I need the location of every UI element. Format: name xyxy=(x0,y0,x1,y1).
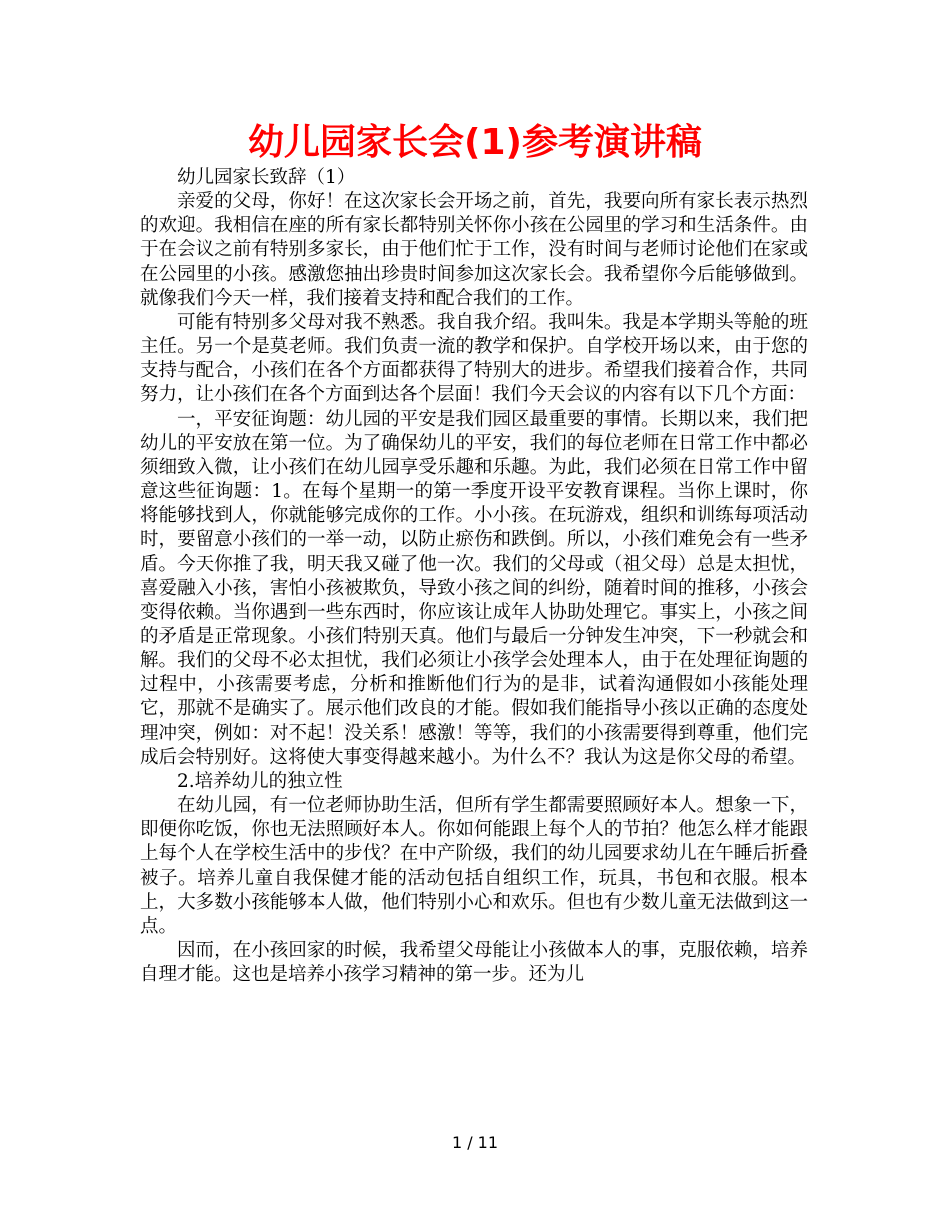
paragraph-greeting: 亲爱的父母，你好！在这次家长会开场之前，首先，我要向所有家长表示热烈的欢迎。我相信在座的所有家长都特别关怀你小孩在公园里的学习和生活条件。由于在会议之前有特别多家长，由于他们忙于工作，没有时间与老师讨论他们在家或在公园里的小孩。感激您抽出珍贵时间参加这次家长会。我希望你今后能够做到。就像我们今天一样，我们接着支持和配合我们的工作。 xyxy=(140,191,808,309)
page-indicator: 1 / 11 xyxy=(451,1133,499,1152)
paragraph-safety: 一，平安征询题：幼儿园的平安是我们园区最重要的事情。长期以来，我们把幼儿的平安放在第一位。为了确保幼儿的平安，我们的每位老师在日常工作中都必须细致入微，让小孩们在幼儿园享受乐趣和乐趣。为此，我们必须在日常工作中留意这些征询题：1。在每个星期一的第一季度开设平安教育课程。当你上课时，你将能够找到人，你就能够完成你的工作。小小孩。在玩游戏，组织和训练每项活动时，要留意小孩们的一举一动，以防止瘀伤和跌倒。所以，小孩们难免会有一些矛盾。今天你推了我，明天我又碰了他一次。我们的父母或（祖父母）总是太担忧，喜爱融入小孩，害怕小孩被欺负，导致小孩之间的纠纷，随着时间的推移，小孩会变得依赖。当你遇到一些东西时，你应该让成年人协助处理它。事实上，小孩之间的矛盾是正常现象。小孩们特别天真。他们与最后一分钟发生冲突，下一秒就会和解。我们的父母不必太担忧，我们必须让小孩学会处理本人，由于在处理征询题的过程中，小孩需要考虑，分析和推断他们行为的是非，试着沟通假如小孩能处理它，那就不是确实了。展示他们改良的才能。假如我们能指导小孩以正确的态度处理冲突，例如：对不起！没关系！感激！等等，我们的小孩需要得到尊重，他们完成后会特别好。这将使大事变得越来越小。为什么不？我认为这是你父母的希望。 xyxy=(140,408,808,768)
section-heading-independence: 2.培养幼儿的独立性 xyxy=(177,770,343,792)
paragraph-subtitle: 幼儿园家长致辞（1） xyxy=(177,167,356,188)
paragraph-independence: 在幼儿园，有一位老师协助生活，但所有学生都需要照顾好本人。想象一下，即便你吃饭，你也无法照顾好本人。你如何能跟上每个人的节拍？他怎么样才能跟上每个人在学校生活中的步伐？在中产阶级，我们的幼儿园要求幼儿在午睡后折叠被子。培养儿童自我保健才能的活动包括自组织工作，玩具，书包和衣服。根本上，大多数小孩能够本人做，他们特别小心和欢乐。但也有少数儿童无法做到这一点。 xyxy=(140,795,808,937)
document-body xyxy=(140,166,808,987)
paragraph-introduction: 可能有特别多父母对我不熟悉。我自我介绍。我叫朱。我是本学期头等舱的班主任。另一个是莫老师。我们负责一流的教学和保护。自学校开场以来，由于您的支持与配合，小孩们在各个方面都获得了特别大的进步。希望我们接着合作，共同努力，让小孩们在各个方面到达各个层面！我们今天会议的内容有以下几个方面： xyxy=(140,311,808,406)
paragraph-home-advice: 因而，在小孩回家的时候，我希望父母能让小孩做本人的事，克服依赖，培养自理才能。这也是培养小孩学习精神的第一步。还为儿 xyxy=(140,940,808,986)
document-title: 幼儿园家长会(1)参考演讲稿 xyxy=(248,122,702,163)
